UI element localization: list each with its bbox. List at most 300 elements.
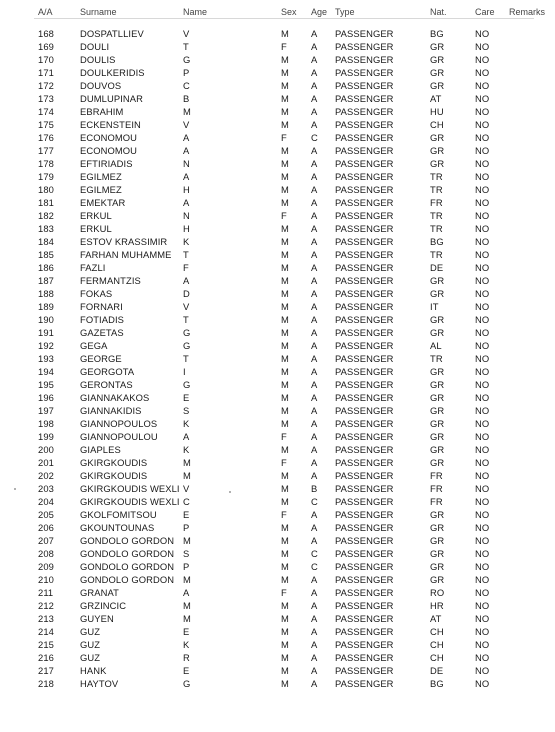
cell-sex: M	[281, 288, 289, 299]
cell-surname: GONDOLO GORDON	[80, 548, 175, 559]
cell-ava: 197	[38, 405, 54, 416]
cell-surname: FOTIADIS	[80, 314, 125, 325]
cell-ava: 213	[38, 613, 54, 624]
cell-age: A	[311, 158, 318, 169]
cell-age: C	[311, 561, 318, 572]
cell-nat: TR	[430, 249, 443, 260]
cell-type: PASSENGER	[335, 353, 394, 364]
cell-name: M	[183, 600, 191, 611]
cell-name: H	[183, 184, 190, 195]
cell-type: PASSENGER	[335, 496, 394, 507]
cell-surname: GKOLFOMITSOU	[80, 509, 157, 520]
cell-age: A	[311, 93, 318, 104]
cell-sex: M	[281, 678, 289, 689]
cell-nat: GR	[430, 54, 445, 65]
cell-nat: GR	[430, 548, 445, 559]
cell-age: A	[311, 470, 318, 481]
cell-sex: M	[281, 262, 289, 273]
cell-care: NO	[475, 483, 490, 494]
cell-surname: GEORGOTA	[80, 366, 135, 377]
cell-sex: M	[281, 496, 289, 507]
cell-surname: GRANAT	[80, 587, 119, 598]
cell-surname: EFTIRIADIS	[80, 158, 133, 169]
cell-surname: GKIRGKOUDIS	[80, 457, 148, 468]
header-surname: Surname	[80, 7, 117, 17]
cell-ava: 196	[38, 392, 54, 403]
cell-care: NO	[475, 613, 490, 624]
cell-type: PASSENGER	[335, 327, 394, 338]
cell-surname: EBRAHIM	[80, 106, 124, 117]
cell-name: M	[183, 106, 191, 117]
cell-care: NO	[475, 509, 490, 520]
cell-sex: M	[281, 301, 289, 312]
cell-surname: DOULIS	[80, 54, 116, 65]
cell-surname: ERKUL	[80, 223, 112, 234]
cell-type: PASSENGER	[335, 314, 394, 325]
cell-ava: 202	[38, 470, 54, 481]
cell-nat: GR	[430, 288, 445, 299]
scan-speck	[14, 488, 16, 490]
cell-age: A	[311, 327, 318, 338]
cell-surname: ECONOMOU	[80, 145, 138, 156]
header-sex: Sex	[281, 7, 297, 17]
cell-type: PASSENGER	[335, 639, 394, 650]
cell-nat: BG	[430, 236, 444, 247]
cell-sex: F	[281, 431, 287, 442]
cell-type: PASSENGER	[335, 236, 394, 247]
cell-age: C	[311, 132, 318, 143]
cell-care: NO	[475, 392, 490, 403]
cell-ava: 209	[38, 561, 54, 572]
cell-surname: GUZ	[80, 652, 101, 663]
cell-age: C	[311, 496, 318, 507]
cell-ava: 206	[38, 522, 54, 533]
cell-name: P	[183, 67, 190, 78]
cell-nat: AL	[430, 340, 442, 351]
cell-name: G	[183, 327, 191, 338]
cell-sex: M	[281, 28, 289, 39]
cell-surname: FAZLI	[80, 262, 106, 273]
cell-sex: M	[281, 561, 289, 572]
cell-care: NO	[475, 249, 490, 260]
cell-ava: 198	[38, 418, 54, 429]
cell-ava: 172	[38, 80, 54, 91]
cell-type: PASSENGER	[335, 132, 394, 143]
cell-care: NO	[475, 171, 490, 182]
cell-care: NO	[475, 301, 490, 312]
cell-age: A	[311, 236, 318, 247]
cell-age: A	[311, 67, 318, 78]
cell-surname: GEORGE	[80, 353, 122, 364]
cell-ava: 168	[38, 28, 54, 39]
cell-surname: DOUVOS	[80, 80, 122, 91]
cell-sex: M	[281, 314, 289, 325]
cell-nat: CH	[430, 639, 444, 650]
cell-nat: GR	[430, 418, 445, 429]
header-age: Age	[311, 7, 328, 17]
cell-surname: EGILMEZ	[80, 171, 122, 182]
cell-care: NO	[475, 444, 490, 455]
cell-surname: GONDOLO GORDON	[80, 561, 175, 572]
cell-name: A	[183, 171, 190, 182]
cell-ava: 212	[38, 600, 54, 611]
cell-care: NO	[475, 119, 490, 130]
cell-care: NO	[475, 626, 490, 637]
cell-care: NO	[475, 145, 490, 156]
cell-ava: 189	[38, 301, 54, 312]
cell-type: PASSENGER	[335, 587, 394, 598]
cell-name: A	[183, 275, 190, 286]
cell-nat: GR	[430, 457, 445, 468]
cell-ava: 170	[38, 54, 54, 65]
cell-nat: FR	[430, 470, 443, 481]
cell-care: NO	[475, 470, 490, 481]
cell-care: NO	[475, 106, 490, 117]
cell-type: PASSENGER	[335, 392, 394, 403]
cell-age: A	[311, 340, 318, 351]
cell-ava: 191	[38, 327, 54, 338]
cell-nat: GR	[430, 327, 445, 338]
cell-sex: F	[281, 587, 287, 598]
cell-care: NO	[475, 275, 490, 286]
cell-nat: GR	[430, 145, 445, 156]
cell-name: A	[183, 587, 190, 598]
cell-sex: F	[281, 509, 287, 520]
cell-age: A	[311, 80, 318, 91]
cell-nat: BG	[430, 678, 444, 689]
cell-type: PASSENGER	[335, 158, 394, 169]
cell-name: P	[183, 522, 190, 533]
cell-name: C	[183, 80, 190, 91]
cell-ava: 211	[38, 587, 54, 598]
cell-surname: DOULI	[80, 41, 110, 52]
cell-surname: GONDOLO GORDON	[80, 535, 175, 546]
cell-ava: 195	[38, 379, 54, 390]
cell-nat: IT	[430, 301, 439, 312]
cell-surname: GIANNOPOULOS	[80, 418, 158, 429]
cell-sex: F	[281, 41, 287, 52]
cell-sex: M	[281, 158, 289, 169]
cell-nat: GR	[430, 574, 445, 585]
cell-ava: 174	[38, 106, 54, 117]
cell-type: PASSENGER	[335, 574, 394, 585]
cell-name: H	[183, 223, 190, 234]
cell-care: NO	[475, 80, 490, 91]
cell-surname: GIAPLES	[80, 444, 121, 455]
cell-nat: GR	[430, 80, 445, 91]
cell-ava: 210	[38, 574, 54, 585]
cell-nat: GR	[430, 314, 445, 325]
cell-name: K	[183, 639, 190, 650]
cell-surname: GONDOLO GORDON	[80, 574, 175, 585]
cell-name: M	[183, 470, 191, 481]
cell-ava: 204	[38, 496, 54, 507]
cell-surname: GIANNAKAKOS	[80, 392, 150, 403]
cell-type: PASSENGER	[335, 483, 394, 494]
cell-type: PASSENGER	[335, 418, 394, 429]
cell-sex: M	[281, 418, 289, 429]
cell-age: A	[311, 457, 318, 468]
cell-sex: F	[281, 457, 287, 468]
cell-type: PASSENGER	[335, 301, 394, 312]
cell-age: A	[311, 405, 318, 416]
cell-ava: 207	[38, 535, 54, 546]
cell-name: G	[183, 379, 191, 390]
cell-name: G	[183, 678, 191, 689]
cell-sex: M	[281, 197, 289, 208]
cell-name: M	[183, 574, 191, 585]
cell-care: NO	[475, 158, 490, 169]
cell-type: PASSENGER	[335, 171, 394, 182]
cell-sex: M	[281, 366, 289, 377]
cell-nat: GR	[430, 392, 445, 403]
cell-ava: 182	[38, 210, 54, 221]
cell-nat: GR	[430, 67, 445, 78]
cell-name: F	[183, 262, 189, 273]
cell-care: NO	[475, 548, 490, 559]
cell-ava: 183	[38, 223, 54, 234]
cell-name: C	[183, 496, 190, 507]
cell-nat: RO	[430, 587, 445, 598]
cell-care: NO	[475, 405, 490, 416]
cell-nat: GR	[430, 379, 445, 390]
cell-sex: M	[281, 223, 289, 234]
cell-sex: M	[281, 119, 289, 130]
cell-care: NO	[475, 600, 490, 611]
cell-surname: FARHAN MUHAMME	[80, 249, 172, 260]
cell-ava: 176	[38, 132, 54, 143]
cell-age: A	[311, 574, 318, 585]
cell-sex: M	[281, 405, 289, 416]
cell-care: NO	[475, 314, 490, 325]
cell-nat: DE	[430, 665, 444, 676]
cell-age: A	[311, 418, 318, 429]
cell-age: A	[311, 366, 318, 377]
cell-sex: F	[281, 210, 287, 221]
cell-care: NO	[475, 561, 490, 572]
cell-type: PASSENGER	[335, 262, 394, 273]
cell-nat: AT	[430, 613, 442, 624]
cell-surname: GIANNAKIDIS	[80, 405, 142, 416]
header-nat: Nat.	[430, 7, 447, 17]
cell-ava: 208	[38, 548, 54, 559]
scan-speck	[229, 491, 231, 493]
cell-age: A	[311, 314, 318, 325]
cell-surname: EGILMEZ	[80, 184, 122, 195]
cell-care: NO	[475, 678, 490, 689]
cell-type: PASSENGER	[335, 41, 394, 52]
cell-sex: M	[281, 639, 289, 650]
header-remarks: Remarks	[509, 7, 546, 17]
cell-sex: M	[281, 145, 289, 156]
header-care: Care	[475, 7, 495, 17]
cell-type: PASSENGER	[335, 457, 394, 468]
cell-sex: M	[281, 171, 289, 182]
cell-surname: HAYTOV	[80, 678, 119, 689]
cell-type: PASSENGER	[335, 522, 394, 533]
cell-care: NO	[475, 496, 490, 507]
cell-name: A	[183, 431, 190, 442]
cell-care: NO	[475, 535, 490, 546]
cell-nat: AT	[430, 93, 442, 104]
cell-age: A	[311, 353, 318, 364]
cell-age: A	[311, 145, 318, 156]
cell-ava: 194	[38, 366, 54, 377]
cell-surname: GUZ	[80, 639, 101, 650]
cell-age: A	[311, 171, 318, 182]
cell-care: NO	[475, 262, 490, 273]
cell-nat: HR	[430, 600, 444, 611]
cell-name: G	[183, 54, 191, 65]
cell-nat: TR	[430, 353, 443, 364]
cell-age: A	[311, 197, 318, 208]
cell-age: B	[311, 483, 318, 494]
cell-name: V	[183, 483, 190, 494]
cell-age: A	[311, 522, 318, 533]
cell-care: NO	[475, 418, 490, 429]
cell-age: A	[311, 275, 318, 286]
cell-nat: CH	[430, 119, 444, 130]
cell-age: A	[311, 106, 318, 117]
cell-nat: TR	[430, 210, 443, 221]
cell-name: V	[183, 301, 190, 312]
cell-nat: GR	[430, 509, 445, 520]
cell-name: S	[183, 405, 190, 416]
cell-sex: M	[281, 626, 289, 637]
cell-ava: 185	[38, 249, 54, 260]
cell-sex: M	[281, 275, 289, 286]
cell-name: N	[183, 158, 190, 169]
cell-type: PASSENGER	[335, 561, 394, 572]
cell-name: E	[183, 665, 190, 676]
cell-care: NO	[475, 41, 490, 52]
cell-name: G	[183, 340, 191, 351]
cell-type: PASSENGER	[335, 509, 394, 520]
cell-ava: 203	[38, 483, 54, 494]
cell-type: PASSENGER	[335, 379, 394, 390]
cell-sex: M	[281, 444, 289, 455]
cell-type: PASSENGER	[335, 626, 394, 637]
cell-care: NO	[475, 28, 490, 39]
cell-sex: M	[281, 236, 289, 247]
cell-sex: M	[281, 535, 289, 546]
cell-age: A	[311, 613, 318, 624]
cell-age: A	[311, 379, 318, 390]
cell-name: M	[183, 535, 191, 546]
cell-type: PASSENGER	[335, 652, 394, 663]
cell-name: V	[183, 119, 190, 130]
cell-nat: FR	[430, 197, 443, 208]
cell-surname: FERMANTZIS	[80, 275, 141, 286]
header-ava: A/A	[38, 7, 53, 17]
cell-name: N	[183, 210, 190, 221]
cell-type: PASSENGER	[335, 145, 394, 156]
cell-surname: ERKUL	[80, 210, 112, 221]
cell-care: NO	[475, 353, 490, 364]
cell-ava: 175	[38, 119, 54, 130]
cell-type: PASSENGER	[335, 431, 394, 442]
cell-name: D	[183, 288, 190, 299]
cell-age: A	[311, 600, 318, 611]
cell-nat: TR	[430, 223, 443, 234]
cell-age: A	[311, 665, 318, 676]
cell-nat: DE	[430, 262, 444, 273]
cell-ava: 218	[38, 678, 54, 689]
cell-care: NO	[475, 93, 490, 104]
cell-name: T	[183, 41, 189, 52]
cell-care: NO	[475, 327, 490, 338]
cell-sex: M	[281, 522, 289, 533]
cell-sex: M	[281, 379, 289, 390]
cell-sex: M	[281, 106, 289, 117]
cell-surname: GKIRGKOUDIS WEXLI	[80, 483, 180, 494]
cell-sex: M	[281, 470, 289, 481]
cell-name: E	[183, 392, 190, 403]
cell-age: A	[311, 249, 318, 260]
cell-type: PASSENGER	[335, 405, 394, 416]
cell-sex: M	[281, 600, 289, 611]
cell-name: S	[183, 548, 190, 559]
cell-ava: 186	[38, 262, 54, 273]
cell-nat: TR	[430, 171, 443, 182]
cell-sex: M	[281, 340, 289, 351]
cell-nat: FR	[430, 496, 443, 507]
cell-age: A	[311, 28, 318, 39]
cell-type: PASSENGER	[335, 613, 394, 624]
cell-name: T	[183, 353, 189, 364]
cell-type: PASSENGER	[335, 197, 394, 208]
cell-ava: 192	[38, 340, 54, 351]
cell-type: PASSENGER	[335, 28, 394, 39]
cell-age: A	[311, 262, 318, 273]
cell-ava: 199	[38, 431, 54, 442]
cell-surname: GKOUNTOUNAS	[80, 522, 155, 533]
cell-surname: DOSPATLLIEV	[80, 28, 144, 39]
cell-ava: 177	[38, 145, 54, 156]
cell-type: PASSENGER	[335, 275, 394, 286]
cell-surname: GEGA	[80, 340, 108, 351]
cell-age: A	[311, 535, 318, 546]
cell-age: A	[311, 392, 318, 403]
cell-care: NO	[475, 522, 490, 533]
cell-care: NO	[475, 574, 490, 585]
cell-age: A	[311, 444, 318, 455]
cell-surname: ECKENSTEIN	[80, 119, 141, 130]
cell-sex: M	[281, 249, 289, 260]
cell-sex: F	[281, 132, 287, 143]
cell-type: PASSENGER	[335, 67, 394, 78]
cell-type: PASSENGER	[335, 470, 394, 481]
cell-surname: DOULKERIDIS	[80, 67, 145, 78]
cell-name: M	[183, 457, 191, 468]
cell-name: R	[183, 652, 190, 663]
cell-nat: GR	[430, 132, 445, 143]
cell-ava: 214	[38, 626, 54, 637]
cell-nat: GR	[430, 405, 445, 416]
table-row	[0, 676, 555, 692]
cell-surname: GERONTAS	[80, 379, 133, 390]
cell-ava: 181	[38, 197, 54, 208]
cell-ava: 179	[38, 171, 54, 182]
cell-ava: 205	[38, 509, 54, 520]
cell-age: A	[311, 639, 318, 650]
cell-type: PASSENGER	[335, 665, 394, 676]
cell-ava: 217	[38, 665, 54, 676]
cell-age: A	[311, 678, 318, 689]
cell-name: K	[183, 236, 190, 247]
cell-sex: M	[281, 353, 289, 364]
cell-sex: M	[281, 54, 289, 65]
